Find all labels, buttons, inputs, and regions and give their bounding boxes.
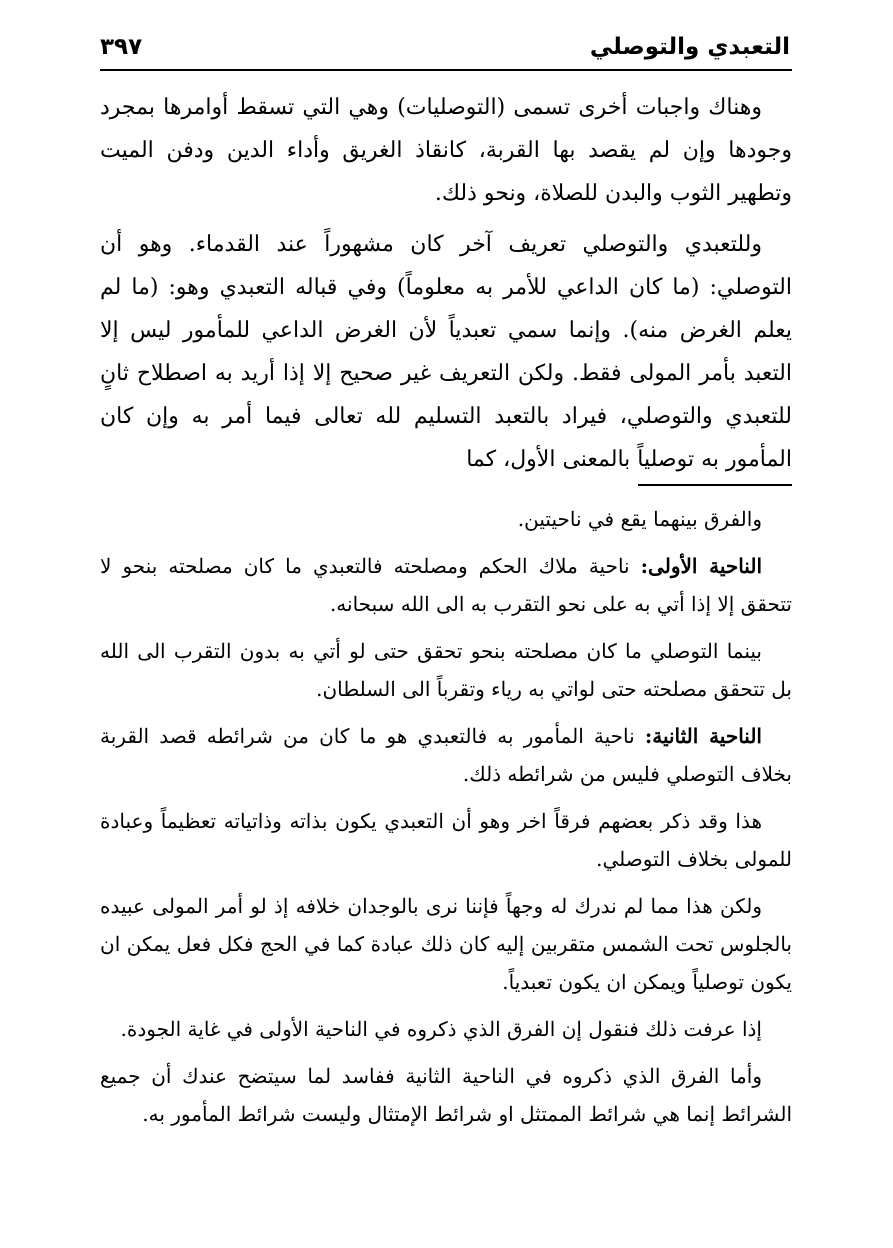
page-header bbox=[100, 34, 790, 70]
header-divider bbox=[100, 69, 792, 71]
footnote-divider bbox=[638, 484, 792, 486]
page-number: ٣٩٧ bbox=[100, 34, 143, 60]
footnote-paragraph: إذا عرفت ذلك فنقول إن الفرق الذي ذكروه في الناحية الأولى في غاية الجودة. bbox=[120, 1017, 762, 1041]
footnotes bbox=[100, 500, 792, 1142]
heading-second-aspect: الناحية الثانية: bbox=[644, 724, 762, 748]
footnote-paragraph: بينما التوصلي ما كان مصلحته بنحو تحقق حتى لو أتي به بدون التقرب الى الله بل تتحقق مصلحته حتى لواتي به رياء وتقرباً الى السلطان. bbox=[100, 639, 792, 701]
footnote-paragraph: والفرق بينهما يقع في ناحيتين. bbox=[517, 507, 762, 531]
footnote-paragraph bbox=[100, 717, 792, 793]
main-text bbox=[100, 86, 792, 489]
first-aspect-text: ناحية ملاك الحكم ومصلحته فالتعبدي ما كان مصلحته بنحو لا تتحقق إلا إذا أتي به على نحو التقرب به الى الله سبحانه. bbox=[100, 554, 792, 616]
heading-first-aspect: الناحية الأولى: bbox=[640, 554, 762, 578]
main-paragraph: وللتعبدي والتوصلي تعريف آخر كان مشهوراً عند القدماء. وهو أن التوصلي: (ما كان الداعي للأمر به معلوماً) وفي قباله التعبدي وهو: (ما لم يعلم الغرض منه). وإنما سمي تعبدياً لأن الغرض الداعي للمأمور ليس إلا التعبد بأمر المولى فقط. ولكن التعريف غير صحيح إلا إذا أريد به اصطلاح ثانٍ للتعبدي والتوصلي، فيراد بالتعبد التسليم لله تعالى فيما أمر به وإن كان المأمور به توصلياً بالمعنى الأول، كما bbox=[100, 232, 792, 472]
footnote-paragraph: وأما الفرق الذي ذكروه في الناحية الثانية ففاسد لما سيتضح عندك أن جميع الشرائط إنما هي شرائط الممتثل او شرائط الإمتثال وليست شرائط المأمور به. bbox=[100, 1064, 792, 1126]
running-title: التعبدي والتوصلي bbox=[589, 34, 790, 60]
footnote-paragraph bbox=[100, 547, 792, 623]
footnote-paragraph: ولكن هذا مما لم ندرك له وجهاً فإننا نرى بالوجدان خلافه إذ لو أمر المولى عبيده بالجلوس تحت الشمس متقربين إليه كان ذلك عبادة كما في الحج فكل فعل يمكن ان يكون توصلياً ويمكن ان يكون تعبدياً. bbox=[100, 894, 792, 994]
footnote-paragraph: هذا وقد ذكر بعضهم فرقاً اخر وهو أن التعبدي يكون بذاته وذاتياته تعظيماً وعبادة للمولى بخلاف التوصلي. bbox=[100, 809, 792, 871]
second-aspect-text: ناحية المأمور به فالتعبدي هو ما كان من شرائطه قصد القربة بخلاف التوصلي فليس من شرائطه ذلك. bbox=[100, 724, 792, 786]
main-paragraph: وهناك واجبات أخرى تسمى (التوصليات) وهي التي تسقط أوامرها بمجرد وجودها وإن لم يقصد بها القربة، كانقاذ الغريق وأداء الدين ودفن الميت وتطهير الثوب والبدن للصلاة، ونحو ذلك. bbox=[100, 95, 792, 206]
